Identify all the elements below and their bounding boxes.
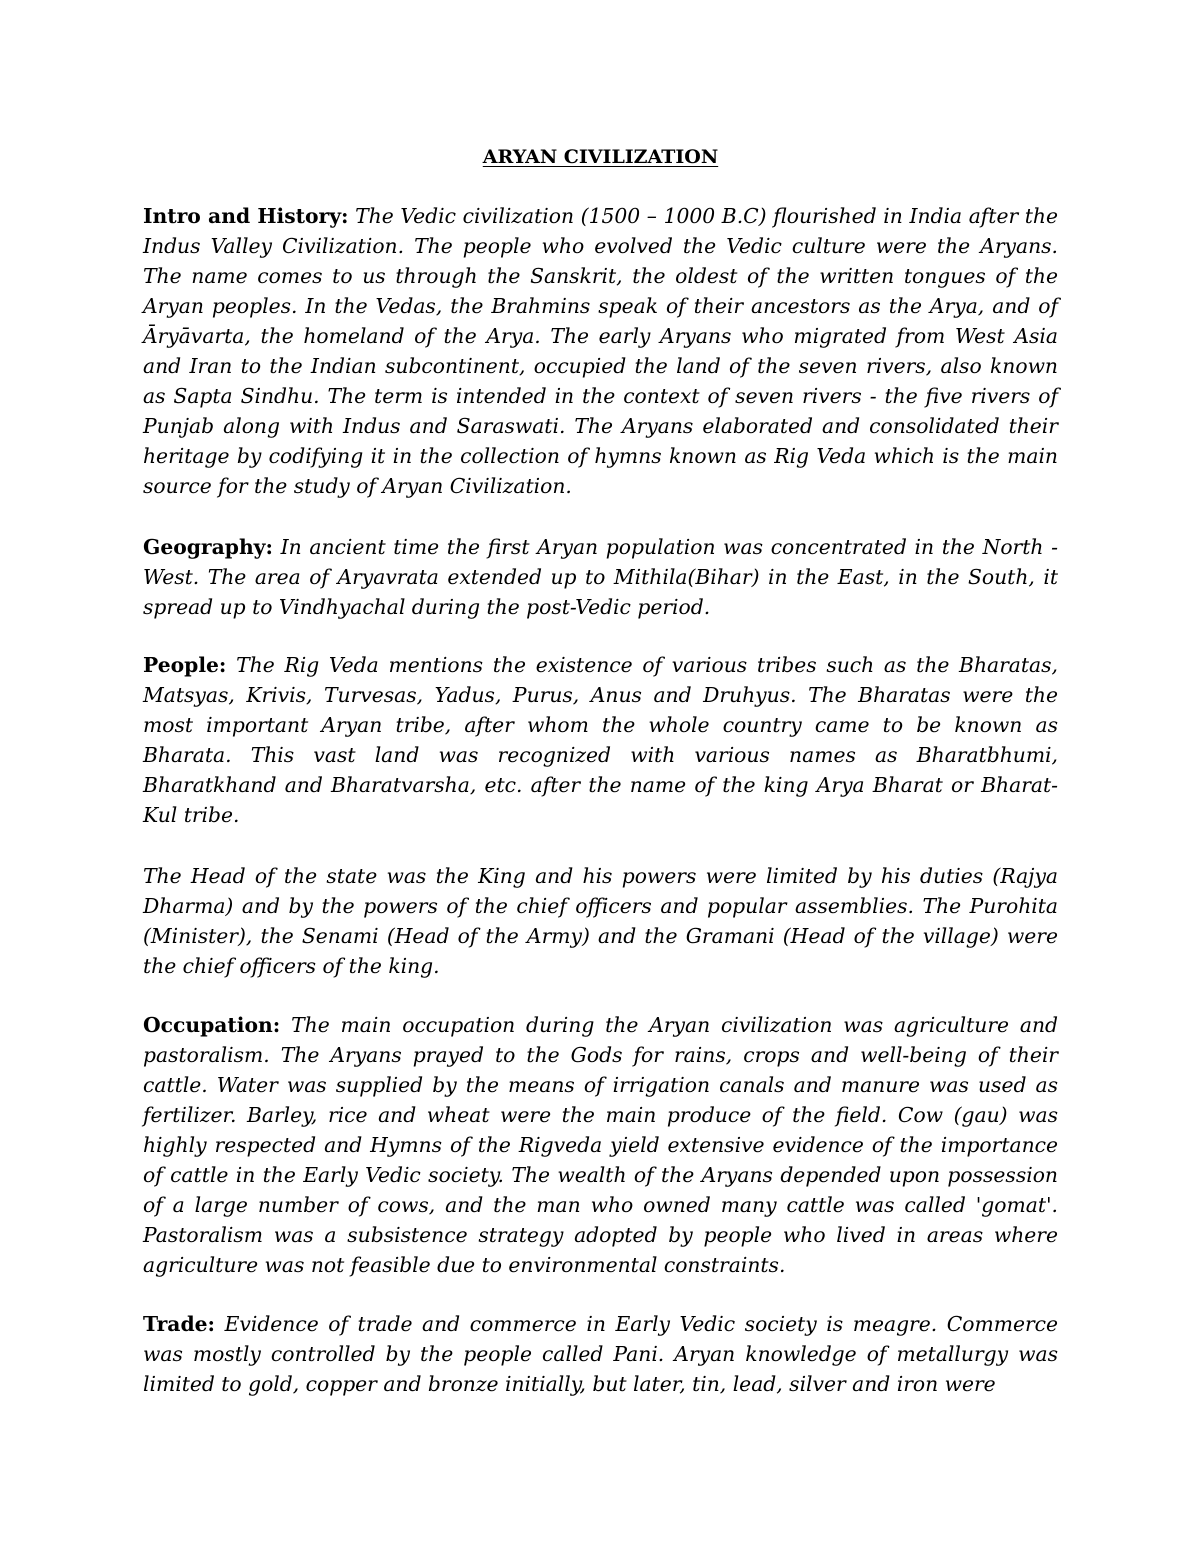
section-intro-history [143, 201, 1058, 501]
section-body: The main occupation during the Aryan civilization was agriculture and pastoralism. The Aryans prayed to the Gods for rains, crops and well-being of their cattle. Water was supplied by the means of irrigation canals and manure was used as fertilizer. Barley, rice and wheat were the main produce of the field. Cow (gau) was highly respected and Hymns of the Rigveda yield extensive evidence of the importance of cattle in the Early Vedic society. The wealth of the Aryans depended upon possession of a large number of cows, and the man who owned many cattle was called 'gomat'. Pastoralism was a subsistence strategy adopted by people who lived in areas where agriculture was not feasible due to environmental constraints. [143, 1013, 1058, 1277]
section-body: The Head of the state was the King and his powers were limited by his duties (Rajya Dharma) and by the powers of the chief officers and popular assemblies. The Purohita (Minister), the Senami (Head of the Army) and the Gramani (Head of the village) were the chief officers of the king. [143, 864, 1058, 978]
section-body: In ancient time the first Aryan population was concentrated in the North - West. The area of Aryavrata extended up to Mithila(Bihar) in the East, in the South, it spread up to Vindhyachal during the post-Vedic period. [143, 535, 1058, 619]
section-body: The Rig Veda mentions the existence of various tribes such as the Bharatas, Matsyas, Krivis, Turvesas, Yadus, Purus, Anus and Druhyus. The Bharatas were the most important Aryan tribe, after whom the whole country came to be known as Bharata. This vast land was recognized with various names as Bharatbhumi, Bharatkhand and Bharatvarsha, etc. after the name of the king Arya Bharat or Bharat-Kul tribe. [143, 653, 1058, 827]
section-trade [143, 1309, 1058, 1399]
document-title: ARYAN CIVILIZATION [482, 146, 719, 168]
section-heading: Trade: [143, 1312, 216, 1336]
section-body: The Vedic civilization (1500 – 1000 B.C) flourished in India after the Indus Valley Civilization. The people who evolved the Vedic culture were the Aryans. The name comes to us through the Sanskrit, the oldest of the written tongues of the Aryan peoples. In the Vedas, the Brahmins speak of their ancestors as the Arya, and of Āryāvarta, the homeland of the Arya. The early Aryans who migrated from West Asia and Iran to the Indian subcontinent, occupied the land of the seven rivers, also known as Sapta Sindhu. The term is intended in the context of seven rivers - the five rivers of Punjab along with Indus and Saraswati. The Aryans elaborated and consolidated their heritage by codifying it in the collection of hymns known as Rig Veda which is the main source for the study of Aryan Civilization. [143, 204, 1058, 498]
section-occupation [143, 1010, 1058, 1280]
section-people [143, 650, 1058, 830]
section-geography [143, 532, 1058, 622]
section-heading: People: [143, 653, 227, 677]
section-head-of-state [143, 861, 1058, 981]
document-page [143, 0, 1058, 1553]
section-heading: Intro and History: [143, 204, 349, 228]
section-heading: Geography: [143, 535, 273, 559]
section-heading: Occupation: [143, 1013, 281, 1037]
section-body: Evidence of trade and commerce in Early Vedic society is meagre. Commerce was mostly controlled by the people called Pani. Aryan knowledge of metallurgy was limited to gold, copper and bronze initially, but later, tin, lead, silver and iron were [143, 1312, 1059, 1396]
